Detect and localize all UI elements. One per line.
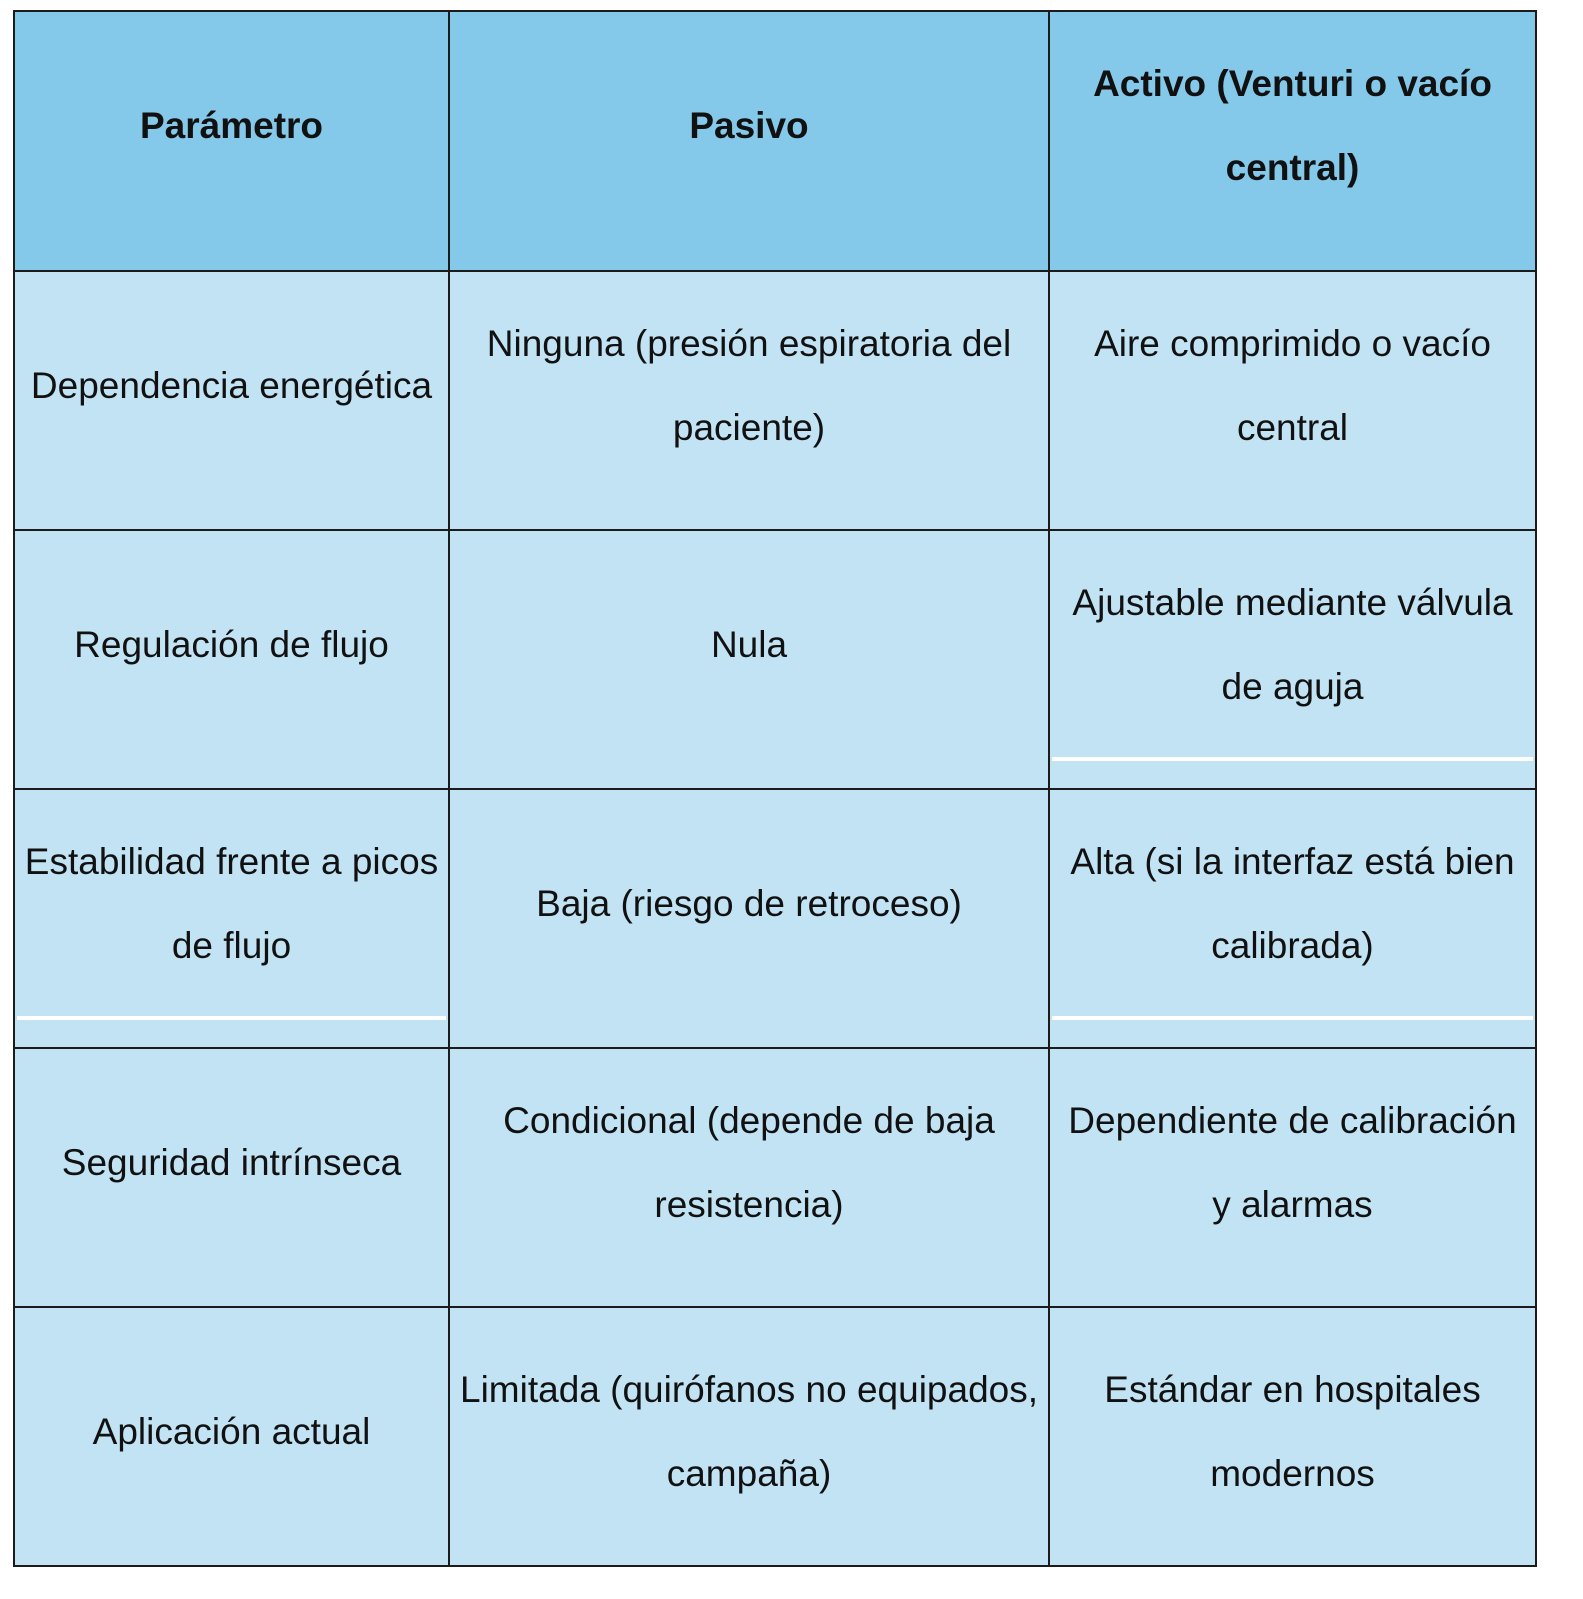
table-cell: Condicional (depende de baja resistencia) xyxy=(449,1048,1049,1307)
table-row xyxy=(14,530,1536,789)
table-row xyxy=(14,271,1536,530)
table-cell: Aire comprimido o vacío central xyxy=(1049,271,1536,530)
table-row xyxy=(14,1048,1536,1307)
cell-separator-line xyxy=(17,1016,446,1020)
table-cell: Aplicación actual xyxy=(14,1307,449,1566)
comparison-table xyxy=(13,10,1537,1567)
table-cell: Nula xyxy=(449,530,1049,789)
table-header-row xyxy=(14,11,1536,271)
header-cell-passive: Pasivo xyxy=(449,11,1049,271)
cell-separator-line xyxy=(1052,1016,1533,1020)
header-cell-parameter: Parámetro xyxy=(14,11,449,271)
table-cell: Dependiente de calibración y alarmas xyxy=(1049,1048,1536,1307)
cell-separator-line xyxy=(1052,757,1533,761)
table-row xyxy=(14,1307,1536,1566)
table-cell: Estabilidad frente a picos de flujo xyxy=(14,789,449,1048)
comparison-table-container xyxy=(13,10,1535,1567)
table-cell: Dependencia energética xyxy=(14,271,449,530)
table-row xyxy=(14,789,1536,1048)
table-cell: Limitada (quirófanos no equipados, campaña) xyxy=(449,1307,1049,1566)
table-cell: Ninguna (presión espiratoria del paciente) xyxy=(449,271,1049,530)
table-cell: Alta (si la interfaz está bien calibrada) xyxy=(1049,789,1536,1048)
table-cell: Estándar en hospitales modernos xyxy=(1049,1307,1536,1566)
table-cell: Regulación de flujo xyxy=(14,530,449,789)
table-cell: Seguridad intrínseca xyxy=(14,1048,449,1307)
header-cell-active: Activo (Venturi o vacío central) xyxy=(1049,11,1536,271)
table-cell: Baja (riesgo de retroceso) xyxy=(449,789,1049,1048)
table-cell: Ajustable mediante válvula de aguja xyxy=(1049,530,1536,789)
